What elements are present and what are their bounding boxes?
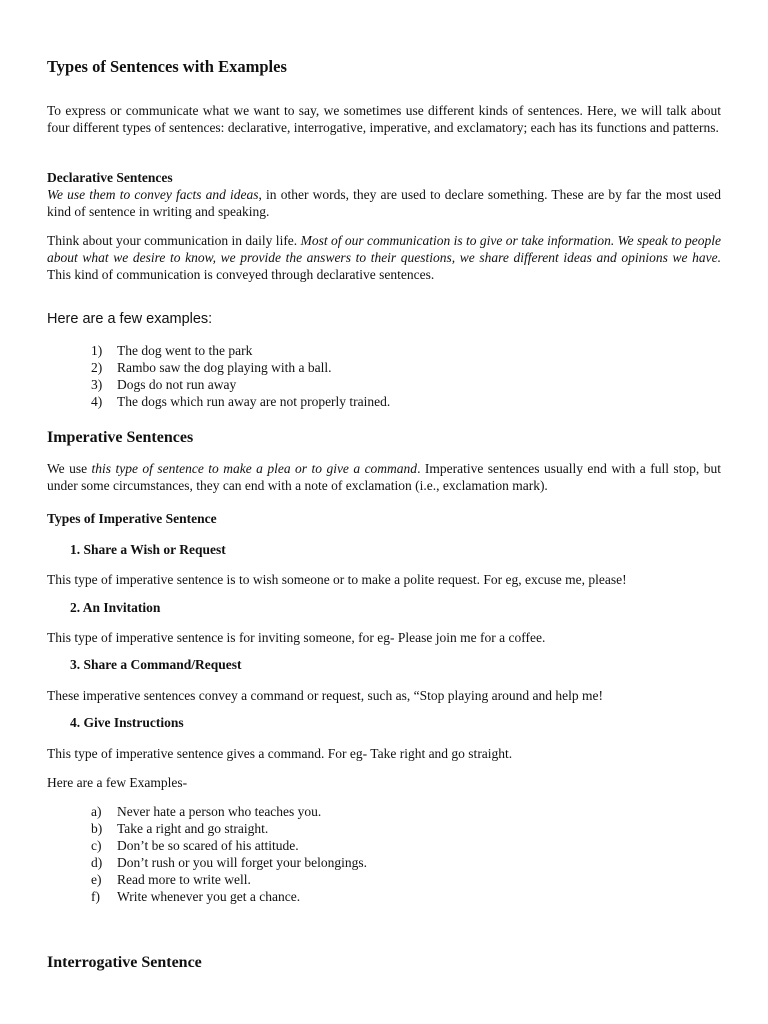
list-item: [91, 820, 691, 837]
declarative-paragraph-1: We use them to convey facts and ideas, in other words, they are used to declare something. These are by far the most used kind of sentence in writing and speaking.: [47, 187, 721, 219]
list-marker: e): [91, 872, 102, 887]
list-item-text: Don’t rush or you will forget your belongings.: [117, 855, 367, 870]
list-item-text: The dog went to the park: [117, 343, 253, 358]
list-item-text: Rambo saw the dog playing with a ball.: [117, 360, 332, 375]
list-item-text: Don’t be so scared of his attitude.: [117, 838, 299, 853]
intro-paragraph: To express or communicate what we want to say, we sometimes use different kinds of sentences. Here, we will talk about four different types of sentences: declarative, interrogative, imperative, and exclamatory; each has its functions and patterns.: [47, 103, 721, 135]
interrogative-heading: Interrogative Sentence: [47, 954, 202, 971]
list-item: [91, 393, 691, 410]
declarative-paragraph-2: Think about your communication in daily life. Most of our communication is to give or take information. We speak to people about what we desire to know, we provide the answers to their questions, we share different ideas and opinions we have. This kind of communication is conveyed through declarative sentences.: [47, 233, 721, 282]
list-item-text: Dogs do not run away: [117, 377, 237, 392]
type-3-heading: 3. Share a Command/Request: [70, 657, 242, 672]
list-item: [91, 837, 691, 854]
list-marker: a): [91, 804, 102, 819]
list-marker: f): [91, 889, 100, 904]
list-marker: 2): [91, 360, 103, 375]
imperative-paragraph: We use this type of sentence to make a plea or to give a command. Imperative sentences usually end with a full stop, but under some circumstances, they can end with a note of exclamation (i.e., exclamation mark).: [47, 461, 721, 493]
type-4-heading: 4. Give Instructions: [70, 715, 184, 730]
type-4-text: This type of imperative sentence gives a command. For eg- Take right and go straight.: [47, 746, 513, 761]
list-item-text: Take a right and go straight.: [117, 821, 269, 836]
list-marker: 3): [91, 377, 103, 392]
list-marker: 4): [91, 394, 103, 409]
list-item-text: The dogs which run away are not properly trained.: [117, 394, 391, 409]
list-item-text: Read more to write well.: [117, 872, 251, 887]
imperative-types-heading: Types of Imperative Sentence: [47, 511, 217, 526]
type-2-heading: 2. An Invitation: [70, 600, 161, 615]
imperative-examples-label: Here are a few Examples-: [47, 775, 188, 790]
imperative-heading: Imperative Sentences: [47, 429, 194, 446]
list-item: [91, 871, 691, 888]
list-item: [91, 803, 691, 820]
type-1-text: This type of imperative sentence is to wish someone or to make a polite request. For eg, excuse me, please!: [47, 572, 627, 587]
type-2-text: This type of imperative sentence is for inviting someone, for eg- Please join me for a coffee.: [47, 630, 546, 645]
list-item: [91, 359, 691, 376]
list-marker: 1): [91, 343, 103, 358]
list-marker: c): [91, 838, 102, 853]
type-1-heading: 1. Share a Wish or Request: [70, 542, 226, 557]
list-item: [91, 376, 691, 393]
list-item: [91, 342, 691, 359]
declarative-examples-label: Here are a few examples:: [47, 311, 213, 327]
list-item-text: Never hate a person who teaches you.: [117, 804, 322, 819]
type-3-text: These imperative sentences convey a command or request, such as, “Stop playing around and help me!: [47, 688, 603, 703]
list-item-text: Write whenever you get a chance.: [117, 889, 301, 904]
imperative-examples-list: [91, 803, 691, 905]
list-marker: b): [91, 821, 103, 836]
declarative-heading: Declarative Sentences: [47, 170, 173, 185]
list-marker: d): [91, 855, 103, 870]
list-item: [91, 888, 691, 905]
page-title: Types of Sentences with Examples: [47, 57, 287, 76]
list-item: [91, 854, 691, 871]
declarative-examples-list: [91, 342, 691, 410]
